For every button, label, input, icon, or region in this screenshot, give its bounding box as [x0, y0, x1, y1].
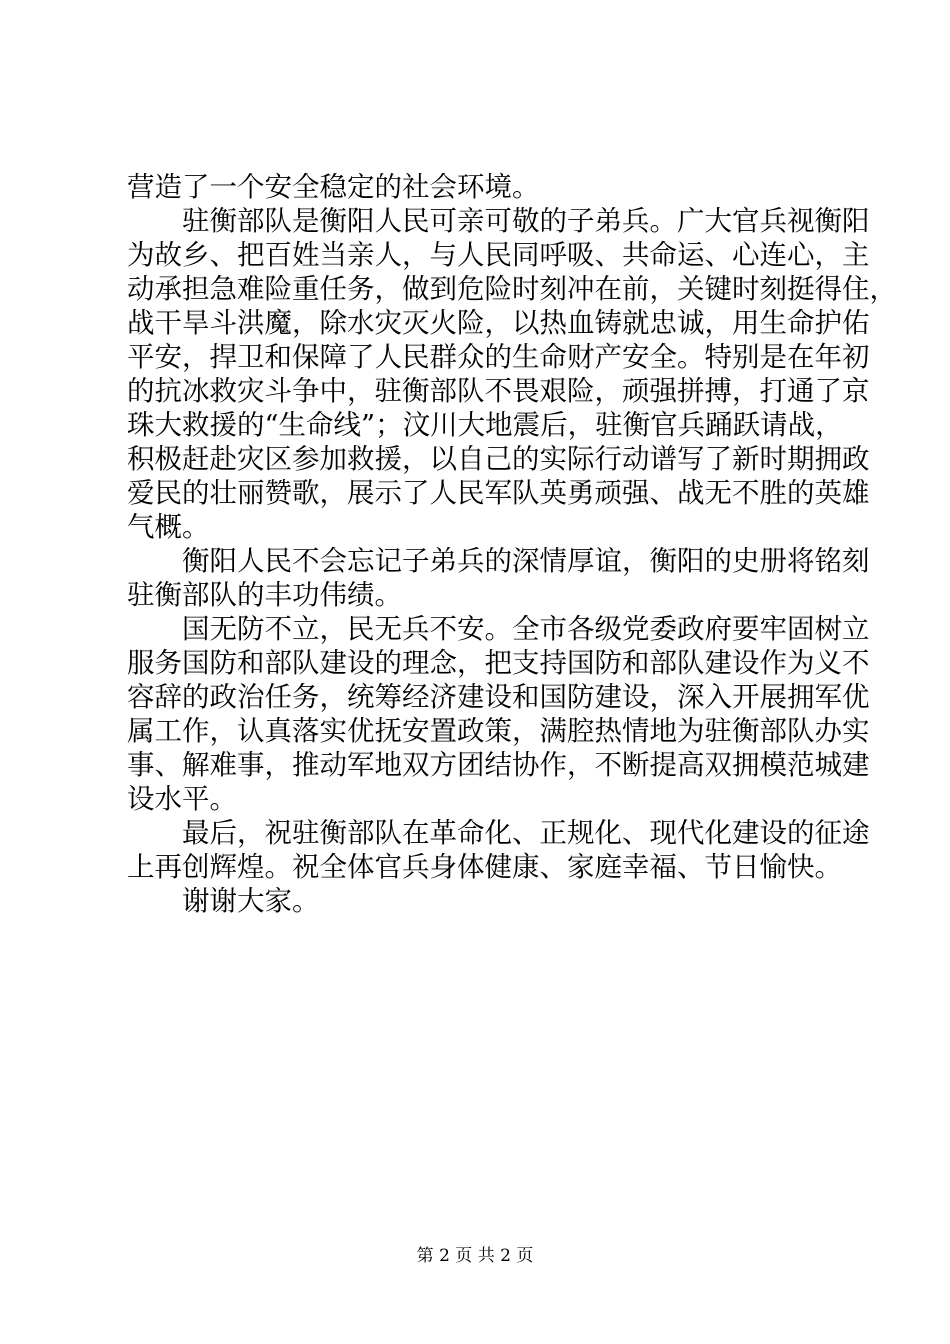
page-number-footer: 第 2 页 共 2 页 [416, 1246, 534, 1266]
body-text-line: 营造了一个安全稳定的社会环境。 [127, 171, 540, 203]
body-text-line: 衡阳人民不会忘记子弟兵的深情厚谊，衡阳的史册将铭刻 [127, 545, 870, 577]
body-text-line: 属工作，认真落实优抚安置政策，满腔热情地为驻衡部队办实 [127, 715, 870, 747]
body-text-line: 容辞的政治任务，统筹经济建设和国防建设，深入开展拥军优 [127, 681, 870, 713]
body-text-line: 上再创辉煌。祝全体官兵身体健康、家庭幸福、节日愉快。 [127, 851, 842, 883]
body-text-line: 战干旱斗洪魔，除水灾灭火险，以热血铸就忠诚，用生命护佑 [127, 307, 870, 339]
body-text-line: 国无防不立，民无兵不安。全市各级党委政府要牢固树立 [127, 613, 870, 645]
body-text-line: 事、解难事，推动军地双方团结协作，不断提高双拥模范城建 [127, 749, 870, 781]
body-text-line: 的抗冰救灾斗争中，驻衡部队不畏艰险，顽强拼搏，打通了京 [127, 375, 870, 407]
body-text-line: 最后，祝驻衡部队在革命化、正规化、现代化建设的征途 [127, 817, 870, 849]
body-text-line: 服务国防和部队建设的理念，把支持国防和部队建设作为义不 [127, 647, 870, 679]
body-text-line: 气概。 [127, 511, 210, 543]
body-text-line: 积极赶赴灾区参加救援，以自己的实际行动谱写了新时期拥政 [127, 443, 870, 475]
body-text-line: 爱民的壮丽赞歌，展示了人民军队英勇顽强、战无不胜的英雄 [127, 477, 870, 509]
body-text-line: 动承担急难险重任务，做到危险时刻冲在前，关键时刻挺得住， [127, 273, 897, 305]
body-text-line: 驻衡部队的丰功伟绩。 [127, 579, 402, 611]
body-text-line: 为故乡、把百姓当亲人，与人民同呼吸、共命运、心连心，主 [127, 239, 870, 271]
body-text-line: 平安，捍卫和保障了人民群众的生命财产安全。特别是在年初 [127, 341, 870, 373]
body-text-line: 珠大救援的“生命线”；汶川大地震后，驻衡官兵踊跃请战， [127, 409, 843, 441]
body-text-line: 驻衡部队是衡阳人民可亲可敬的子弟兵。广大官兵视衡阳 [127, 205, 870, 237]
body-text-line: 谢谢大家。 [127, 885, 320, 917]
body-text-line: 设水平。 [127, 783, 237, 815]
